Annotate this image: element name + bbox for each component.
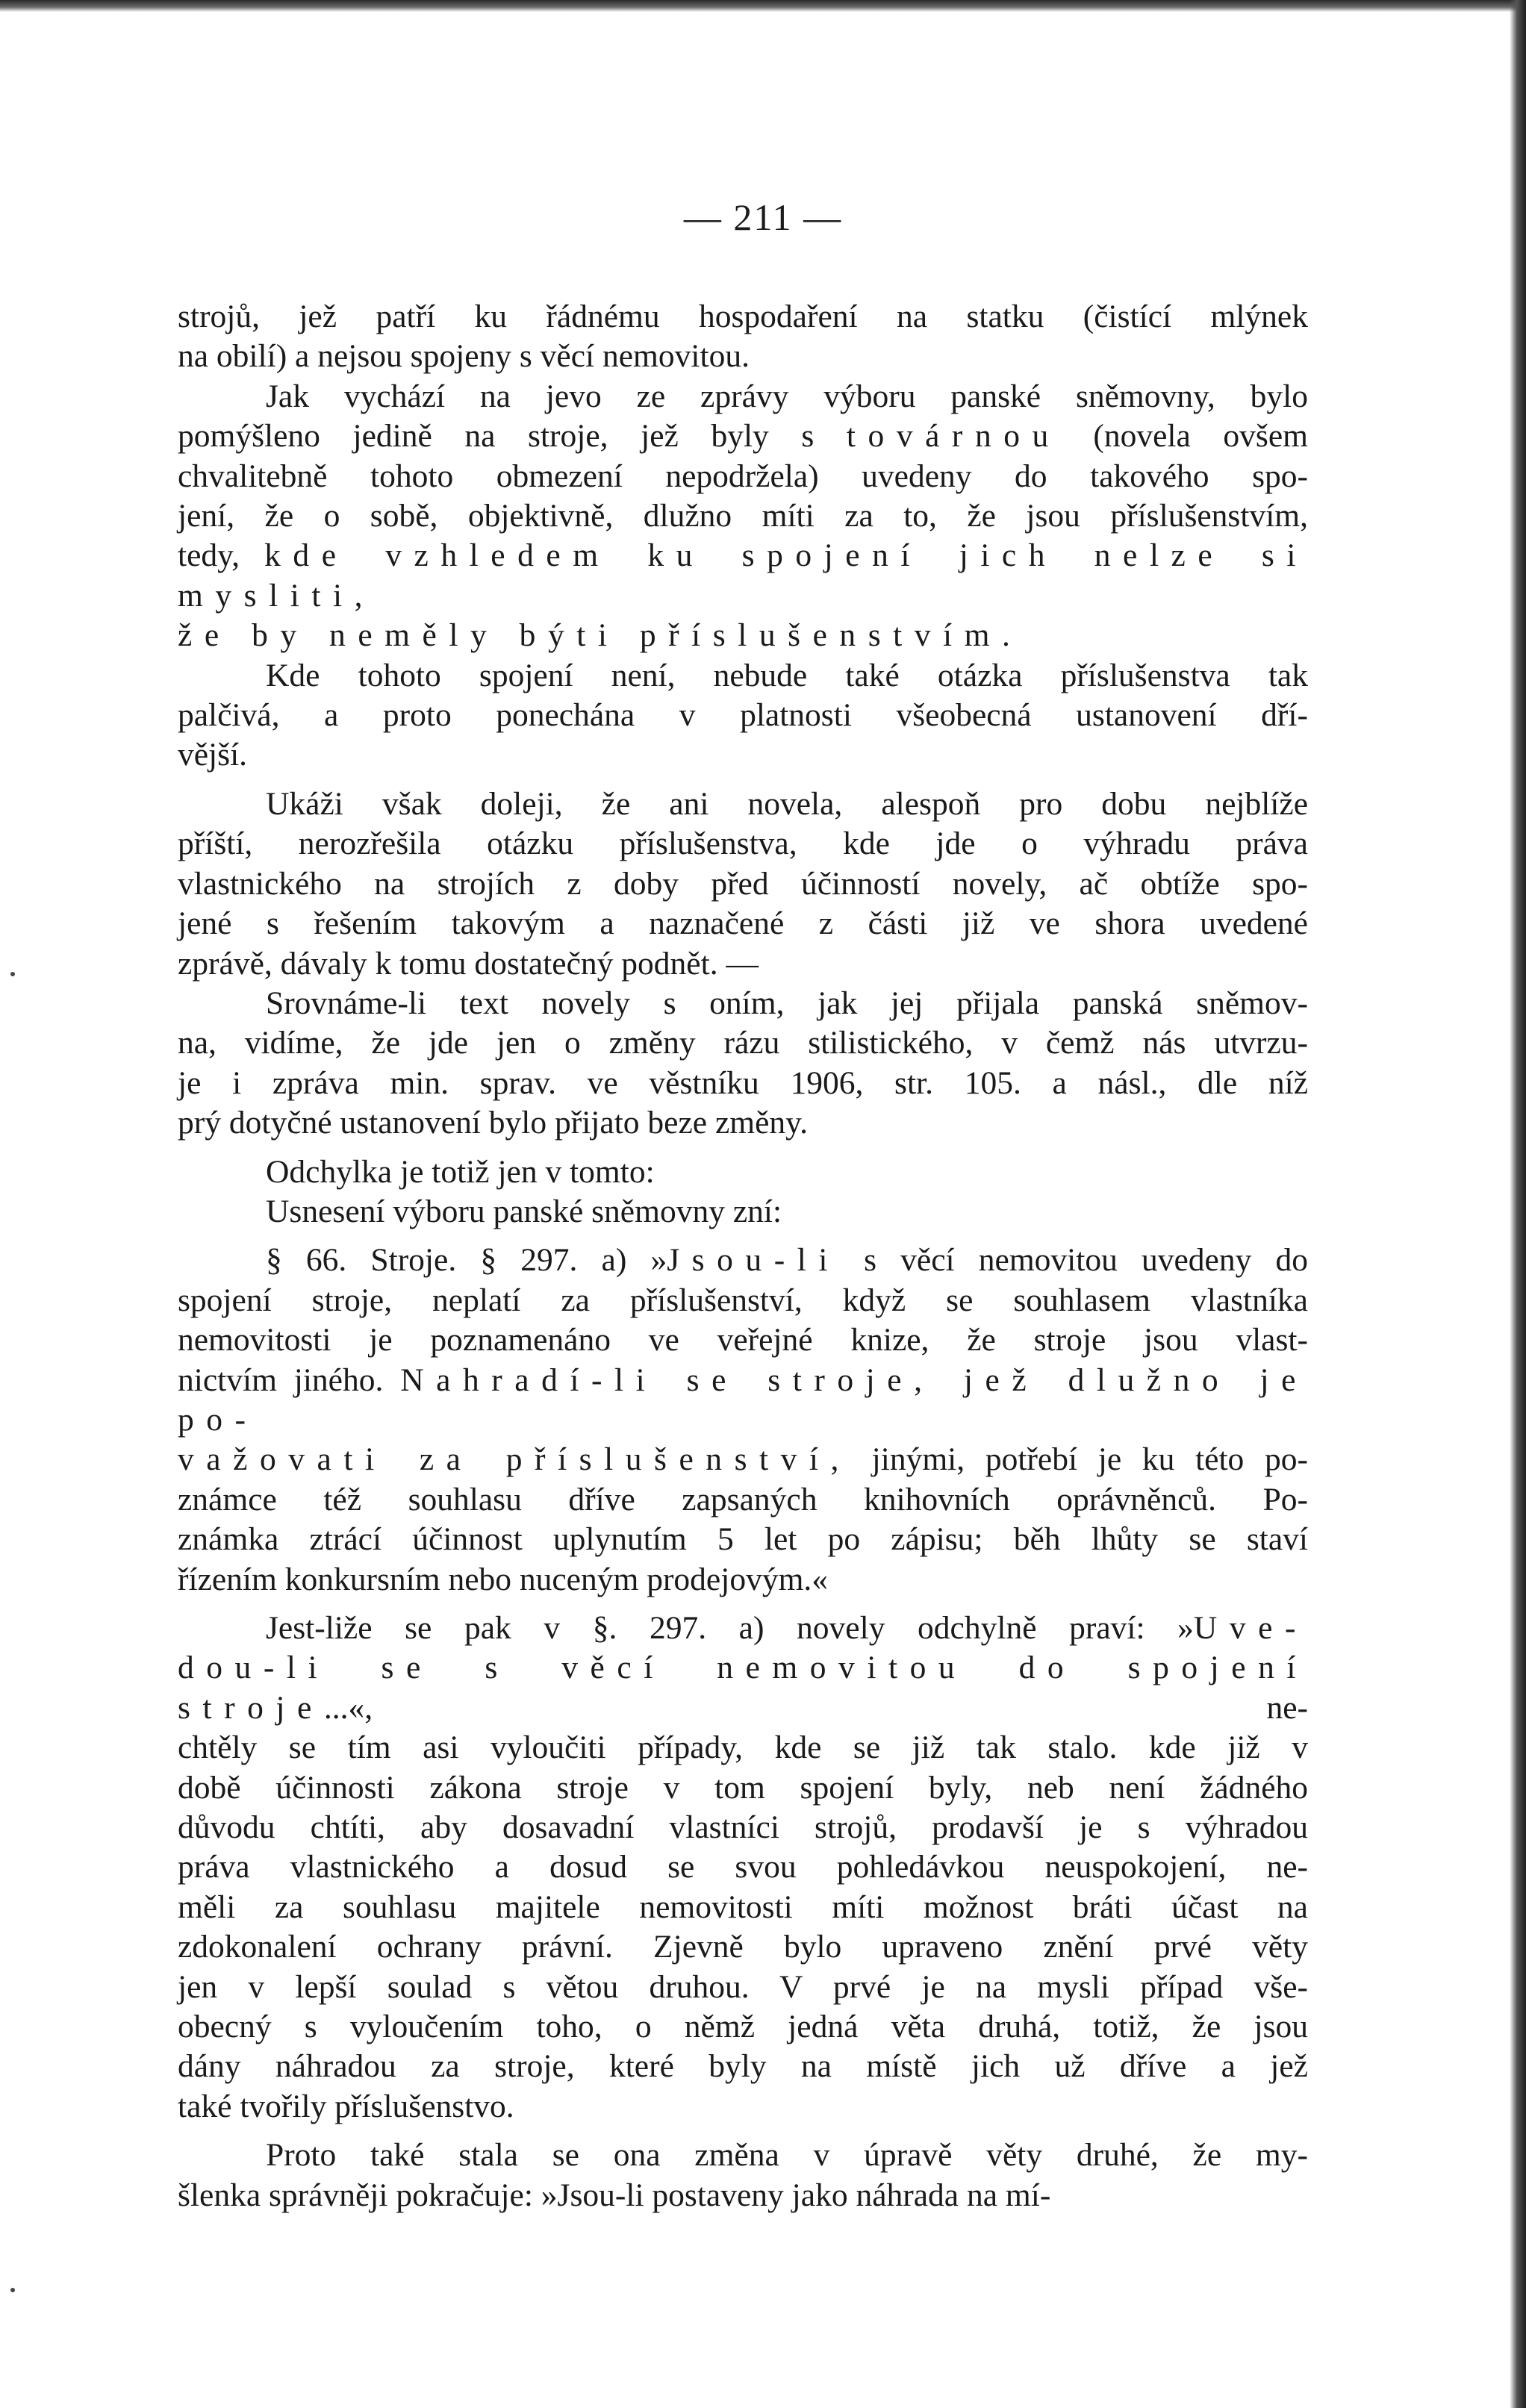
text-line	[178, 2176, 1308, 2215]
text-run: době účinnosti zákona stroje v tom spojení byly, neb není žádného	[178, 1769, 1308, 1806]
text-line	[178, 1241, 1308, 1280]
paragraph	[178, 656, 1308, 776]
text-run: také tvořily příslušenstvo.	[178, 2088, 514, 2124]
text-run: na obilí) a nejsou spojeny s věcí nemovitou.	[178, 338, 750, 375]
text-run: známce též souhlasu dříve zapsaných knihovních oprávněnců. Po-	[178, 1481, 1308, 1518]
text-line	[178, 1192, 1308, 1232]
spaced-text: Nahradí-li se stroje, jež dlužno je po-	[178, 1361, 1308, 1438]
text-run: palčivá, a proto ponechána v platnosti všeobecná ustanovení dří-	[178, 697, 1308, 734]
text-line	[178, 984, 1308, 1023]
text-run: vlastnického na strojích z doby před účinností novely, ač obtíže spo-	[178, 865, 1308, 902]
text-line	[178, 1968, 1308, 2007]
text-line	[178, 1768, 1308, 1808]
spaced-text: Jsou-li	[667, 1242, 840, 1279]
text-line	[178, 1440, 1308, 1479]
text-line	[178, 1361, 1308, 1441]
text-line	[178, 1103, 1308, 1143]
text-run: jení, že o sobě, objektivně, dlužno míti za to, že jsou příslušenstvím,	[178, 498, 1308, 534]
text-run: jen v lepší soulad s větou druhou. V prvé je na mysli případ vše-	[178, 1968, 1308, 2005]
text-run: příští, nerozřešila otázku příslušenstva, kde jde o výhradu práva	[178, 826, 1308, 862]
spaced-text: továrnou	[846, 418, 1061, 455]
text-run: tedy,	[178, 537, 265, 574]
text-run: Jest-liže se pak v §. 297. a) novely odchylně praví: »	[266, 1610, 1194, 1646]
text-run: Odchylka je totiž jen v tomto:	[266, 1153, 655, 1190]
text-run: Jak vychází na jevo ze zprávy výboru panské sněmovny, bylo	[266, 378, 1308, 414]
text-line	[178, 824, 1308, 864]
spaced-text: važovati za příslušenství,	[178, 1441, 851, 1478]
text-run: chvalitebně tohoto obmezení nepodržela) uvedeny do takového spo-	[178, 458, 1308, 494]
text-line	[178, 1609, 1308, 1648]
text-run: důvodu chtíti, aby dosavadní vlastníci strojů, prodavší je s výhradou	[178, 1809, 1308, 1846]
text-run: zprávě, dávaly k tomu dostatečný podnět. —	[178, 945, 759, 982]
text-line	[178, 1281, 1308, 1320]
margin-mark	[10, 972, 15, 976]
paragraph	[178, 1241, 1308, 1600]
paragraph	[178, 785, 1308, 984]
paragraph	[178, 2136, 1308, 2215]
text-run: na, vidíme, že jde jen o změny rázu stilistického, v čemž nás utvrzu-	[178, 1025, 1308, 1061]
text-line	[178, 696, 1308, 735]
text-run: obecný s vyloučením toho, o němž jedná věta druhá, totiž, že jsou	[178, 2009, 1308, 2045]
text-run: s věcí nemovitou uvedeny do	[839, 1242, 1308, 1279]
text-run: (novela ovšem	[1060, 418, 1308, 455]
text-line	[178, 297, 1308, 337]
text-run: prý dotyčné ustanovení bylo přijato beze změny.	[178, 1105, 808, 1141]
text-run: jené s řešením takovým a naznačené z části již ve shora uvedené	[178, 905, 1308, 942]
text-run: jinými, potřebí je ku této po-	[850, 1441, 1308, 1478]
body-text	[178, 297, 1308, 2215]
scan-top-edge	[0, 0, 1526, 12]
text-line	[178, 1808, 1308, 1847]
text-run: šlenka správněji pokračuje: »Jsou-li postaveny jako náhrada na mí-	[178, 2177, 1051, 2213]
text-run: měli za souhlasu majitele nemovitosti míti možnost bráti účast na	[178, 1888, 1308, 1925]
text-line	[178, 904, 1308, 943]
scan-right-edge	[1510, 0, 1526, 2408]
text-line	[178, 1520, 1308, 1559]
text-run: vější.	[178, 737, 248, 773]
text-run: pomýšleno jedině na stroje, jež byly s	[178, 418, 847, 455]
spaced-text: dou-li se s věcí nemovitou do spojení stroje	[178, 1650, 1308, 1726]
text-run: Proto také stala se ona změna v úpravě věty druhé, že my-	[266, 2137, 1308, 2174]
text-line	[178, 337, 1308, 376]
text-run: práva vlastnického a dosud se svou pohledávkou neuspokojení, ne-	[178, 1849, 1308, 1885]
text-line	[178, 417, 1308, 456]
margin-mark	[10, 2288, 15, 2292]
text-line	[178, 785, 1308, 824]
text-line	[178, 735, 1308, 775]
text-line	[178, 496, 1308, 536]
spaced-text: kde vzhledem ku spojení jich nelze si mysliti,	[178, 537, 1308, 614]
text-run: Ukáži však doleji, že ani novela, alespoň pro dobu nejblíže	[266, 785, 1308, 822]
paragraph	[178, 1609, 1308, 2127]
text-line	[178, 1648, 1308, 1728]
text-line	[178, 536, 1308, 616]
text-line	[178, 1064, 1308, 1103]
text-line	[178, 1023, 1308, 1063]
text-line	[178, 2007, 1308, 2047]
text-run: nictvím jiného.	[178, 1361, 401, 1398]
text-run: je i zpráva min. sprav. ve věstníku 1906, str. 105. a násl., dle níž	[178, 1064, 1308, 1101]
text-line	[178, 1560, 1308, 1600]
text-line	[178, 616, 1308, 655]
text-run: Usnesení výboru panské sněmovny zní:	[266, 1193, 782, 1229]
text-run: Srovnáme-li text novely s oním, jak jej přijala panská sněmov-	[266, 985, 1308, 1021]
text-line	[178, 1320, 1308, 1360]
text-run: spojení stroje, neplatí za příslušenství, když se souhlasem vlastníka	[178, 1282, 1308, 1318]
spaced-text: Uve-	[1193, 1610, 1308, 1646]
paragraph	[178, 377, 1308, 656]
text-run: Kde tohoto spojení není, nebude také otázka příslušenstva tak	[266, 657, 1308, 693]
text-line	[178, 2136, 1308, 2175]
text-line	[178, 457, 1308, 496]
text-line	[178, 656, 1308, 696]
page-number: — 211 —	[683, 196, 843, 238]
text-run: známka ztrácí účinnost uplynutím 5 let po zápisu; běh lhůty se staví	[178, 1521, 1308, 1558]
text-run: nemovitosti je poznamenáno ve veřejné knize, že stroje jsou vlast-	[178, 1322, 1308, 1359]
spaced-text: že by neměly býti příslušenstvím.	[178, 617, 1023, 654]
text-line	[178, 2087, 1308, 2127]
text-run: zdokonalení ochrany právní. Zjevně bylo upraveno znění prvé věty	[178, 1929, 1308, 1965]
text-line	[178, 1927, 1308, 1967]
text-line	[178, 377, 1308, 417]
text-run: dány náhradou za stroje, které byly na místě jich už dříve a jež	[178, 2048, 1308, 2085]
text-run: strojů, jež patří ku řádnému hospodaření na statku (čistící mlýnek	[178, 299, 1308, 334]
paragraph	[178, 1192, 1308, 1232]
text-line	[178, 864, 1308, 904]
text-line	[178, 1480, 1308, 1520]
paragraph	[178, 1152, 1308, 1192]
text-line	[178, 1152, 1308, 1192]
text-line	[178, 944, 1308, 984]
paragraph	[178, 297, 1308, 377]
text-run: § 66. Stroje. § 297. a) »	[266, 1242, 667, 1279]
text-line	[178, 1888, 1308, 1927]
paragraph	[178, 984, 1308, 1144]
text-run: chtěly se tím asi vyloučiti případy, kde se již tak stalo. kde již v	[178, 1729, 1308, 1766]
text-line	[178, 1847, 1308, 1887]
text-run: ...«, ne-	[323, 1689, 1308, 1726]
text-line	[178, 1728, 1308, 1768]
text-line	[178, 2047, 1308, 2086]
text-run: řízením konkursním nebo nuceným prodejovým.«	[178, 1561, 829, 1597]
